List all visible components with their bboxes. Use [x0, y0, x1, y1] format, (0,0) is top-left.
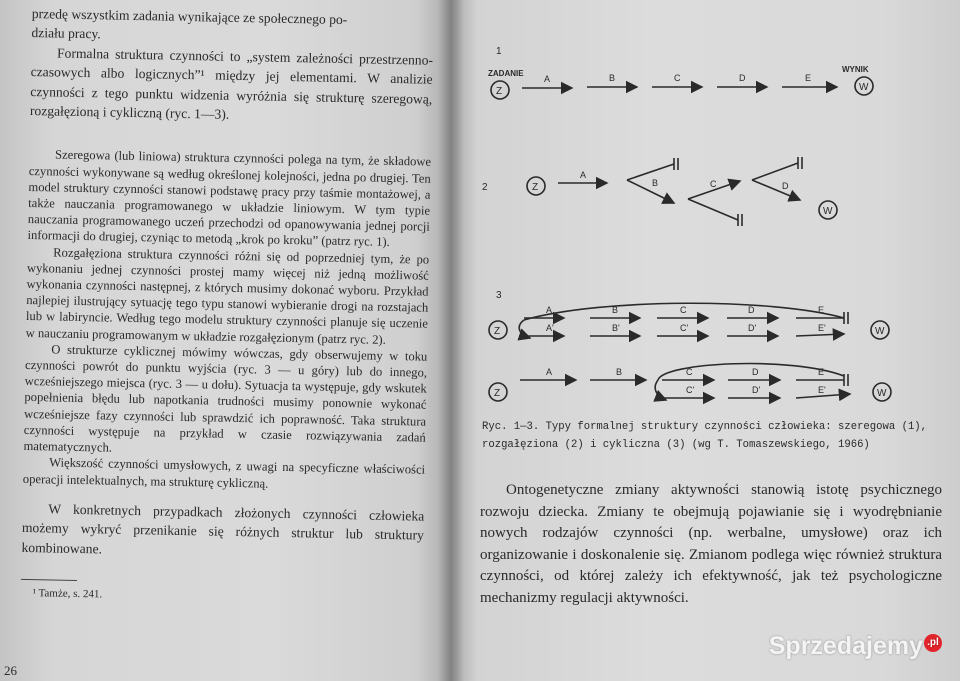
step-label: B	[612, 305, 619, 315]
left-page	[0, 0, 452, 681]
end-node-label: W	[859, 82, 869, 93]
right-page	[452, 0, 960, 681]
step-label: C	[680, 305, 687, 315]
paragraph-cyclic: O strukturze cyklicznej mówimy wówczas, gdy obserwujemy w toku czynności powrót do punktu wyjścia (ryc. 3 — u góry) lub do innego, wcześniejszego miejsca (ryc. 3 — u dołu). Sytuacja ta występuje, gdy wskutek popełnienia błędu lub napotkania trudności musimy ponownie wykonać wcześniejsze fazy czynności lub sprawdzić ich poprawność. Taka struktura czynności występuje na przykład w czasie rozwiązywania zadań matematycznych.	[23, 342, 428, 455]
step-label: D'	[748, 323, 757, 333]
watermark-badge: .pl	[924, 634, 942, 652]
paragraph-ontogenetic: Ontogenetyczne zmiany aktywności stanowią istotę psychicznego rozwoju dziecka. Zmiany te obejmują pojawianie się i wyodrębnianie nowych rodzajów czynności (np. werbalne, umysłowe) oraz ich organizowanie i doskonalenie się. Zmianom podlega więc również struktura czynności, od której zależy ich efektywność, jak też psychologiczne mechanizmy regulacji aktywności.	[480, 482, 942, 606]
watermark-text: Sprzedajemy	[768, 632, 923, 660]
figure-label-3: 3	[496, 290, 502, 301]
step-label: D	[748, 305, 755, 315]
step-label: A'	[546, 323, 554, 333]
paragraph-formal-structure: Formalna struktura czynności to „system zależności przestrzenno-czasowych albo logicznych”¹ między jej elementami. W analizie czynności z tego punktu widzenia wyróżnia się strukturę szeregową, rozgałęzioną i cykliczną (ryc. 1—3).	[29, 45, 434, 122]
paragraph-serial: Szeregowa (lub liniowa) struktura czynności polega na tym, że składowe czynności wykonywane są według określonej kolejności, jedna po drugiej. Ten model struktury czynności stanowi podstawę pracy przy taśmie montażowej, a także nauczania programowanego w układzie liniowym. W tym typie nauczania programowanego uczeń przechodzi od opanowywania jednej porcji informacji do drugiej, czyniąc to metodą „krok po kroku” (patrz ryc. 1).	[27, 147, 432, 250]
end-node-label: W	[823, 206, 833, 217]
step-label: E	[818, 367, 825, 377]
zadanie-label: ZADANIE	[488, 69, 524, 78]
step-label: D'	[752, 385, 761, 395]
step-label: D	[752, 367, 759, 377]
step-label: A	[546, 367, 553, 377]
step-label: A	[544, 74, 551, 84]
step-label: B	[652, 178, 659, 188]
text-line: przedę wszystkim zadania wynikające ze społecznego po-	[31, 5, 348, 28]
text-line: działu pracy.	[31, 25, 101, 42]
figure-activity-structures	[452, 0, 960, 420]
footnote: ¹ Tamże, s. 241.	[32, 587, 103, 601]
step-label: D	[782, 181, 789, 191]
step-label: E	[805, 73, 812, 83]
left-page-text	[21, 4, 434, 608]
figure-label-2: 2	[482, 182, 488, 193]
start-node-label: Z	[532, 182, 539, 193]
step-label: C'	[680, 323, 689, 333]
wynik-label: WYNIK	[842, 65, 869, 74]
start-node-label: Z	[494, 388, 501, 399]
step-label: C	[710, 179, 717, 189]
step-label: E'	[818, 323, 826, 333]
step-label: E'	[818, 385, 826, 395]
step-label: B	[616, 367, 623, 377]
watermark-logo	[769, 632, 942, 661]
page-number: 26	[4, 663, 17, 678]
end-node-label: W	[877, 388, 887, 399]
step-label: B'	[612, 323, 620, 333]
paragraph-branched: Rozgałęziona struktura czynności różni się od poprzedniej tym, że po wykonaniu jednej czynności prostej mamy więcej niż jedną możliwość wykonania czynności następnej, z których musimy dokonać wyboru. Przykład najlepiej ilustrujący sytuację tego typu stanowi wybieranie drogi na rozstajach lub w labiryncie. Według tego modelu struktury czynności planuje się uczenie w nauczaniu programowanym w układzie rozgałęzionym (patrz ryc. 2).	[25, 245, 430, 347]
end-node-label: W	[875, 326, 885, 337]
start-node-label: Z	[496, 86, 503, 97]
start-node-label: Z	[494, 326, 501, 337]
figure-caption: Ryc. 1—3. Typy formalnej struktury czynności człowieka: szeregowa (1), rozgałęziona (2) i cykliczna (3) (wg T. Tomaszewskiego, 1966)	[482, 421, 928, 451]
step-label: E	[818, 305, 825, 315]
step-label: D	[739, 73, 746, 83]
step-label: A	[546, 305, 553, 315]
step-label: B	[609, 73, 616, 83]
footnote-divider	[21, 579, 77, 581]
paragraph-mental: Większość czynności umysłowych, z uwagi na specyficzne właściwości operacji intelektualnych, ma strukturę cykliczną.	[22, 455, 426, 491]
step-label: C	[674, 73, 681, 83]
paragraph-combined: W konkretnych przypadkach złożonych czynności człowieka możemy wykryć przenikanie się różnych struktur lub struktury kombinowane.	[21, 501, 425, 556]
step-label: C'	[686, 385, 695, 395]
step-label: C	[686, 367, 693, 377]
right-page-text	[480, 480, 942, 610]
step-label: A	[580, 170, 587, 180]
figure-label-1: 1	[496, 46, 502, 57]
